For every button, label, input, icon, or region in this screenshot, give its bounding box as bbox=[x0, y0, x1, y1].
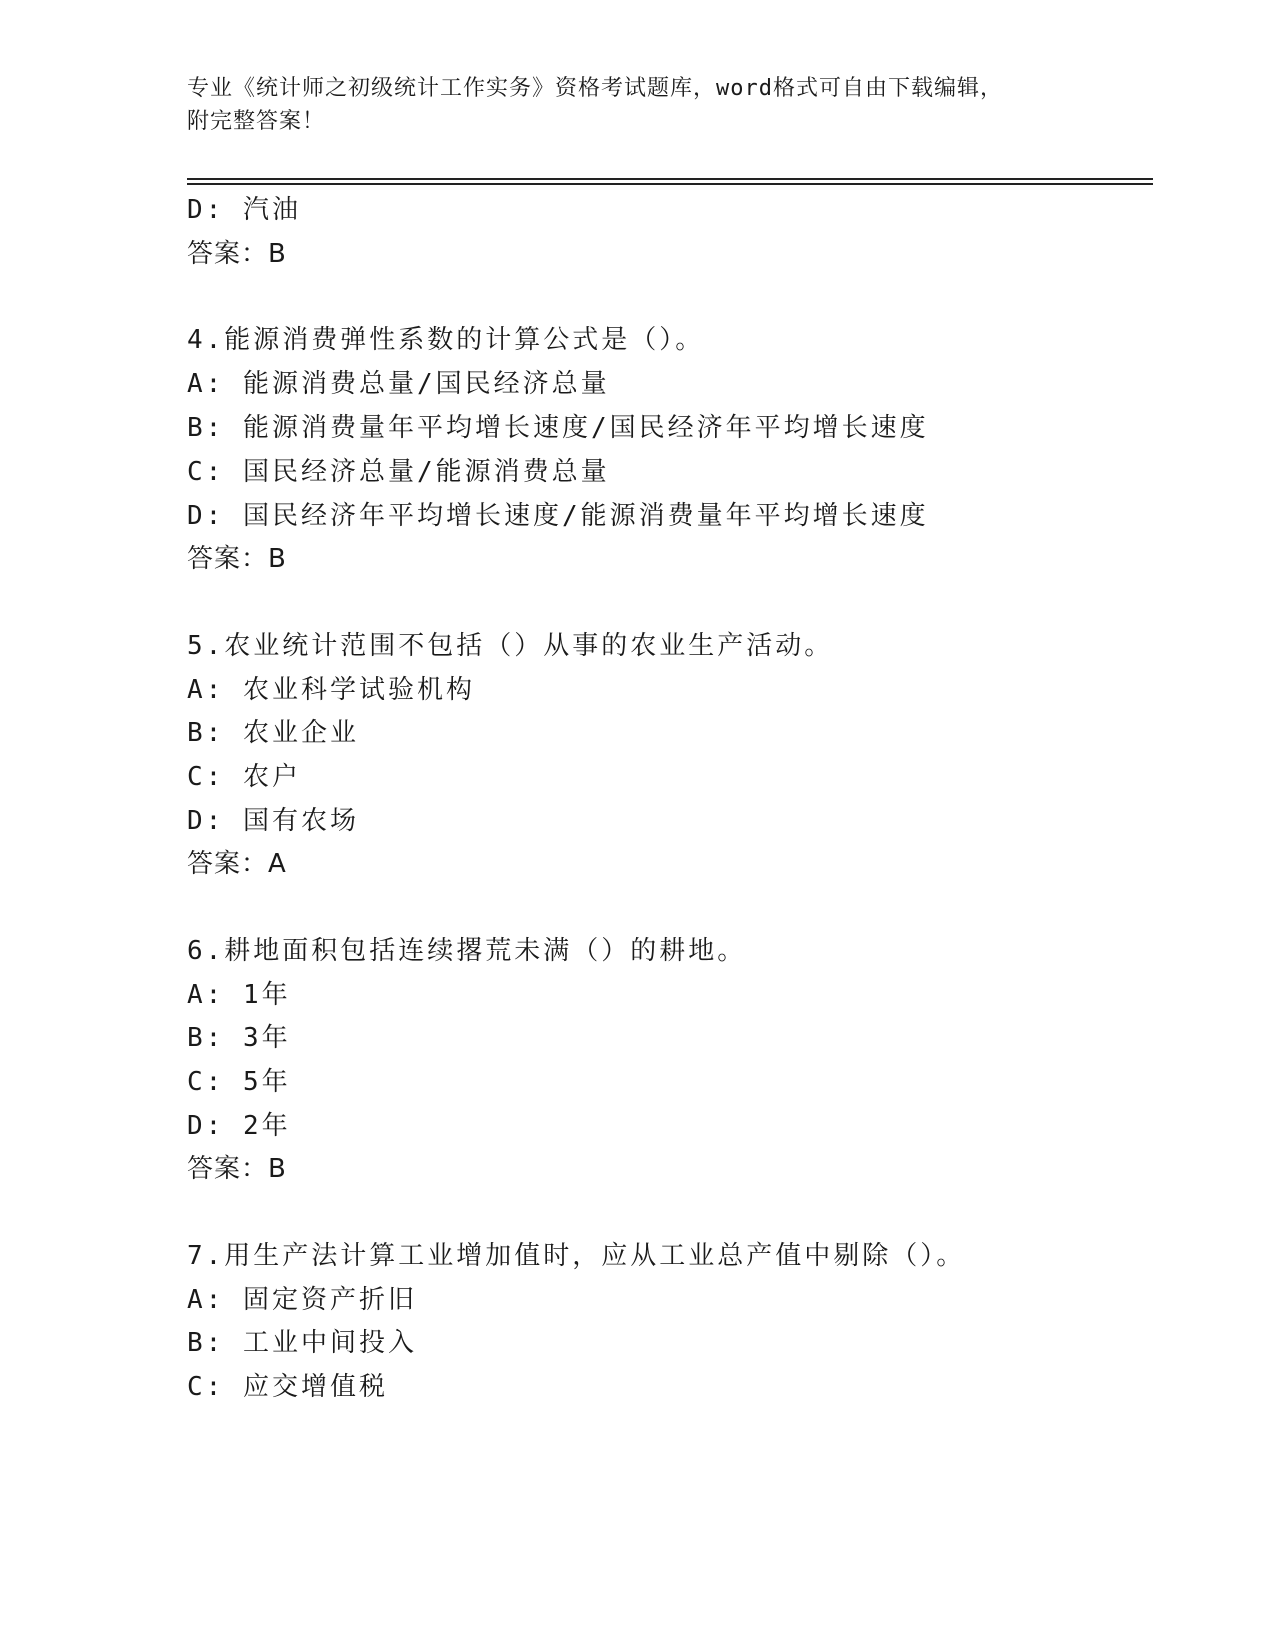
question-6-answer: 答案：B bbox=[187, 1154, 287, 1184]
header-line-2: 附完整答案！ bbox=[187, 109, 326, 134]
header-line-1: 专业《统计师之初级统计工作实务》资格考试题库，word格式可自由下载编辑， bbox=[187, 76, 1003, 101]
question-4-option-d: D: 国民经济年平均增长速度/能源消费量年平均增长速度 bbox=[187, 501, 929, 531]
prev-answer: 答案：B bbox=[187, 239, 287, 269]
question-6-option-d: D: 2年 bbox=[187, 1111, 291, 1141]
question-6-option-c: C: 5年 bbox=[187, 1067, 291, 1097]
question-5-option-b: B: 农业企业 bbox=[187, 718, 359, 748]
question-7-stem: 7.用生产法计算工业增加值时，应从工业总产值中剔除（）。 bbox=[187, 1241, 966, 1271]
header-divider-bottom bbox=[187, 183, 1153, 185]
question-6-stem: 6.耕地面积包括连续撂荒未满（）的耕地。 bbox=[187, 936, 747, 966]
question-6-option-b: B: 3年 bbox=[187, 1023, 291, 1053]
question-4-option-c: C: 国民经济总量/能源消费总量 bbox=[187, 457, 610, 487]
prev-option-d: D: 汽油 bbox=[187, 195, 301, 225]
question-6-option-a: A: 1年 bbox=[187, 980, 291, 1010]
question-4-stem: 4.能源消费弹性系数的计算公式是（）。 bbox=[187, 325, 705, 355]
question-7-option-a: A: 固定资产折旧 bbox=[187, 1285, 417, 1315]
question-5-option-a: A: 农业科学试验机构 bbox=[187, 675, 475, 705]
question-5-option-d: D: 国有农场 bbox=[187, 806, 359, 836]
question-4-option-a: A: 能源消费总量/国民经济总量 bbox=[187, 369, 610, 399]
question-5-stem: 5.农业统计范围不包括（）从事的农业生产活动。 bbox=[187, 631, 834, 661]
question-5-answer: 答案：A bbox=[187, 849, 287, 879]
header-divider-top bbox=[187, 178, 1153, 180]
document-header bbox=[187, 72, 1107, 138]
question-7-option-c: C: 应交增值税 bbox=[187, 1372, 388, 1402]
question-4-option-b: B: 能源消费量年平均增长速度/国民经济年平均增长速度 bbox=[187, 413, 929, 443]
question-7-option-b: B: 工业中间投入 bbox=[187, 1328, 417, 1358]
question-5-option-c: C: 农户 bbox=[187, 762, 301, 792]
question-4-answer: 答案：B bbox=[187, 544, 287, 574]
